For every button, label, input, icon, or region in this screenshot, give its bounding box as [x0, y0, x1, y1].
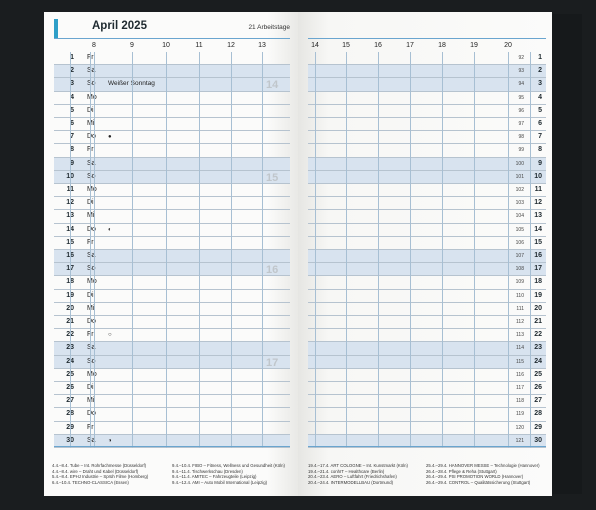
moon-phase-icon: ◐ [108, 226, 112, 233]
day-of-year: 108 [515, 266, 524, 273]
day-number: 15 [66, 238, 74, 246]
footer-line-left [54, 446, 290, 447]
weekday: Mi [87, 304, 95, 312]
day-row-right[interactable] [308, 395, 546, 408]
header-line-right [308, 38, 546, 39]
day-of-year: 116 [516, 371, 524, 378]
day-row-right[interactable] [308, 342, 546, 355]
day-number: 6 [538, 120, 542, 127]
weekday: Mi [87, 212, 95, 220]
day-row-right[interactable] [308, 408, 546, 421]
day-number: 16 [66, 252, 74, 259]
day-of-year: 102 [515, 187, 524, 193]
fair-list-4 [426, 463, 540, 485]
fair-entry: 19.4.–21.4. conhIT – Healthcare (Berlin) [308, 468, 385, 474]
weekday: Do [87, 133, 96, 141]
fair-entry: 26.4.–28.4. Pflege & Reha (Stuttgart) [426, 468, 497, 474]
day-number: 20 [66, 304, 74, 312]
hour-label: 17 [406, 42, 414, 49]
day-number: 11 [66, 186, 74, 193]
weekday: Do [87, 318, 96, 325]
day-row-right[interactable] [308, 329, 546, 342]
hour-label: 15 [342, 42, 350, 49]
fair-entry: 6.4.–10.4. TECHNO-CLASSICA (Essen) [52, 479, 129, 485]
day-number: 20 [534, 304, 542, 312]
day-of-year: 106 [515, 239, 524, 246]
day-number: 16 [534, 252, 542, 259]
day-of-year: 95 [518, 94, 524, 101]
fair-entry: 20.4.–23.4. AERO – Luftfahrt (Friedrichshafen) [308, 474, 397, 480]
weekday: Mo [87, 278, 97, 286]
day-of-year: 118 [516, 398, 524, 405]
grid-line [410, 52, 411, 448]
day-number: 24 [534, 357, 542, 365]
day-number: 22 [66, 331, 74, 339]
day-number: 27 [66, 397, 74, 405]
day-row-right[interactable] [308, 158, 546, 171]
day-of-year: 96 [518, 107, 524, 114]
grid-line [474, 52, 475, 448]
weekday: Fr [87, 54, 94, 61]
hour-label: 16 [374, 42, 382, 49]
day-of-year: 114 [516, 345, 524, 352]
workdays-count: 21 Arbeitstage [248, 24, 290, 31]
hour-label: 14 [311, 42, 319, 49]
day-of-year: 112 [516, 319, 524, 325]
left-page [44, 12, 298, 496]
day-number: 21 [66, 318, 74, 325]
day-number: 9 [538, 159, 542, 167]
day-number: 18 [66, 278, 74, 286]
fair-list-3 [308, 463, 408, 485]
grid-line [132, 52, 133, 448]
day-of-year: 120 [515, 424, 524, 431]
day-number: 13 [534, 212, 542, 220]
day-number: 13 [66, 212, 74, 220]
day-number: 30 [66, 436, 74, 444]
day-row-right[interactable] [308, 184, 546, 197]
fair-entry: 9.4.–12.4. AMI – Auto Mobil International (Leipzig) [172, 479, 268, 485]
day-number: 28 [66, 410, 74, 418]
day-number: 24 [66, 357, 74, 365]
day-number: 23 [534, 344, 542, 352]
day-number: 2 [70, 67, 74, 75]
fair-entry: 19.4.–17.4. ART COLOGNE – Int. Kunstmarkt (Köln) [308, 463, 408, 468]
day-number: 18 [534, 278, 542, 286]
hour-label: 13 [258, 42, 266, 49]
day-number: 25 [534, 370, 542, 378]
month-title: April 2025 [92, 20, 147, 32]
day-number: 8 [538, 146, 542, 154]
weekday: Mo [87, 370, 97, 378]
day-row-right[interactable] [308, 316, 546, 329]
day-row-right[interactable] [308, 197, 546, 210]
day-row-right[interactable] [308, 92, 546, 105]
fair-entry: 26.4.–29.4. PSI PROMOTION WORLD (Hannover) [426, 474, 524, 480]
day-of-year: 94 [518, 81, 524, 88]
day-of-year: 103 [515, 200, 524, 207]
moon-phase-icon: ○ [108, 332, 112, 339]
weekday: Do [87, 410, 96, 418]
fair-list-2 [172, 463, 285, 485]
grid-line [70, 52, 71, 448]
grid-line [231, 52, 232, 448]
day-of-year: 98 [518, 134, 524, 141]
day-number: 29 [534, 423, 542, 431]
day-row-right[interactable] [308, 382, 546, 395]
grid-line [378, 52, 379, 448]
day-number: 14 [534, 225, 542, 233]
day-number: 6 [70, 120, 74, 127]
grid-line [346, 52, 347, 448]
hour-label: 10 [162, 42, 170, 49]
day-number: 10 [534, 172, 542, 180]
week-number: 15 [266, 171, 279, 184]
moon-phase-icon: ● [108, 134, 112, 141]
day-number: 1 [538, 54, 542, 61]
day-number: 9 [70, 159, 74, 167]
day-number: 15 [534, 238, 542, 246]
weekday: Di [87, 384, 94, 391]
grid-line [90, 52, 91, 448]
day-row-right[interactable] [308, 263, 546, 276]
weekday: Sa [87, 252, 96, 259]
day-of-year: 105 [515, 226, 524, 233]
day-number: 26 [534, 384, 542, 391]
fair-list-1 [52, 463, 148, 485]
hour-label: 18 [438, 42, 446, 49]
weekday: Di [87, 106, 94, 114]
grid-line [262, 52, 263, 448]
day-number: 21 [534, 318, 542, 325]
weekday: Sa [87, 344, 96, 352]
fair-entry: 9.4.–10.4. FIBO – Fitness, Wellness und Gesundheit (Köln) [172, 463, 285, 468]
weekday: Mi [87, 397, 95, 405]
week-number: 14 [266, 79, 279, 92]
day-number: 12 [66, 199, 74, 207]
hour-label: 12 [227, 42, 235, 49]
day-number: 17 [534, 265, 542, 273]
weekday: So [87, 357, 96, 365]
holiday-note: Weißer Sonntag [108, 80, 155, 88]
day-number: 10 [66, 172, 74, 180]
day-row-right[interactable] [308, 250, 546, 263]
fair-entry: 4.4.–8.4. Tube – Int. Rohrfachmesse (Düsseldorf) [52, 463, 147, 468]
day-of-year: 99 [518, 147, 524, 154]
cover-edge [552, 14, 582, 494]
weekday: Fr [87, 146, 94, 154]
day-of-year: 115 [516, 358, 524, 365]
day-number: 2 [538, 67, 542, 75]
week-number: 16 [266, 264, 279, 277]
header-line-left [54, 38, 290, 39]
day-row-right[interactable] [308, 131, 546, 144]
day-number: 17 [66, 265, 74, 273]
hour-label: 20 [504, 42, 512, 49]
day-of-year: 93 [518, 68, 524, 75]
day-row-right[interactable] [308, 210, 546, 223]
grid-line [315, 52, 316, 448]
fair-entry: 4.4.–8.4. wire – Draht und Kabel (Düsseldorf) [52, 468, 139, 474]
day-number: 30 [534, 436, 542, 444]
weekday: Sa [87, 436, 96, 444]
day-of-year: 119 [516, 411, 524, 418]
fair-entry: 5.4.–8.4. EPHJ Industrie – Sprüh Filme (Homberg) [52, 474, 149, 480]
day-number: 1 [70, 54, 74, 61]
grid-line [508, 52, 509, 448]
week-number: 17 [266, 356, 279, 369]
hour-label: 9 [130, 42, 134, 49]
day-number: 12 [534, 199, 542, 207]
month-tab [54, 19, 58, 39]
day-number: 11 [534, 186, 542, 193]
fair-entry: 20.4.–24.4. INTERMODELLBAU (Dortmund) [308, 479, 394, 485]
day-row-right[interactable] [308, 105, 546, 118]
weekday: Fr [87, 423, 94, 431]
day-row-right[interactable] [308, 224, 546, 237]
day-of-year: 92 [518, 55, 524, 61]
day-number: 8 [70, 146, 74, 154]
day-number: 19 [66, 291, 74, 299]
day-of-year: 111 [516, 305, 524, 312]
weekday: Fr [87, 331, 94, 339]
weekday: Di [87, 199, 94, 207]
weekday: So [87, 80, 96, 88]
hour-label: 11 [195, 42, 203, 49]
weekday: Mo [87, 186, 97, 193]
day-number: 7 [538, 133, 542, 141]
fair-entry: 25.4.–29.4. HANNOVER MESSE – Technologie (Hannover) [426, 463, 540, 468]
grid-line [199, 52, 200, 448]
day-of-year: 110 [516, 292, 524, 299]
fair-entry: 26.4.–29.4. CONTROL – Qualitätssicherung (Stuttgart) [426, 479, 531, 485]
footer-line-right [308, 446, 546, 447]
day-of-year: 100 [515, 160, 524, 167]
day-of-year: 104 [515, 213, 524, 220]
day-number: 7 [70, 133, 74, 141]
day-row-right[interactable] [308, 52, 546, 65]
day-row-right[interactable] [308, 290, 546, 303]
day-number: 22 [534, 331, 542, 339]
grid-line [94, 52, 95, 448]
day-of-year: 97 [518, 121, 524, 127]
right-page [298, 12, 552, 496]
grid-line [442, 52, 443, 448]
day-of-year: 101 [515, 173, 524, 180]
fair-entry: 9.4.–11.4. AMITEC – Fahrzeugteile (Leipzig) [172, 474, 257, 480]
day-row-right[interactable] [308, 276, 546, 289]
day-number: 25 [66, 370, 74, 378]
day-of-year: 109 [515, 279, 524, 286]
day-row-right[interactable] [308, 237, 546, 250]
weekday: Sa [87, 159, 96, 167]
grid-line [530, 52, 531, 448]
day-number: 26 [66, 384, 74, 391]
day-number: 4 [70, 93, 74, 101]
day-row-right[interactable] [308, 422, 546, 435]
day-number: 5 [538, 106, 542, 114]
day-row-right[interactable] [308, 78, 546, 91]
day-row-right[interactable] [308, 369, 546, 382]
hour-label: 19 [470, 42, 478, 49]
day-row-right[interactable] [308, 144, 546, 157]
day-number: 14 [66, 225, 74, 233]
day-of-year: 107 [515, 253, 524, 259]
grid-line [166, 52, 167, 448]
weekday: So [87, 172, 96, 180]
weekday: Mo [87, 93, 97, 101]
moon-phase-icon: ◑ [108, 437, 112, 444]
day-of-year: 121 [515, 437, 524, 444]
day-number: 5 [70, 106, 74, 114]
weekday: Mi [87, 120, 95, 127]
day-of-year: 117 [516, 385, 524, 391]
day-row-right[interactable] [308, 356, 546, 369]
weekday: Fr [87, 238, 94, 246]
weekday: Do [87, 225, 96, 233]
day-number: 3 [538, 80, 542, 88]
day-number: 23 [66, 344, 74, 352]
weekday: So [87, 265, 96, 273]
day-number: 28 [534, 410, 542, 418]
day-number: 27 [534, 397, 542, 405]
day-number: 29 [66, 423, 74, 431]
weekday: Sa [87, 67, 96, 75]
day-row-right[interactable] [308, 171, 546, 184]
day-row-right[interactable] [308, 303, 546, 316]
weekday: Di [87, 291, 94, 299]
day-number: 3 [70, 80, 74, 88]
day-row-right[interactable] [308, 65, 546, 78]
day-number: 19 [534, 291, 542, 299]
day-of-year: 113 [516, 332, 524, 339]
day-row-right[interactable] [308, 118, 546, 131]
fair-entry: 9.4.–11.4. Tischwerkschau (Dresden) [172, 468, 243, 474]
day-number: 4 [538, 93, 542, 101]
hour-label: 8 [92, 42, 96, 49]
